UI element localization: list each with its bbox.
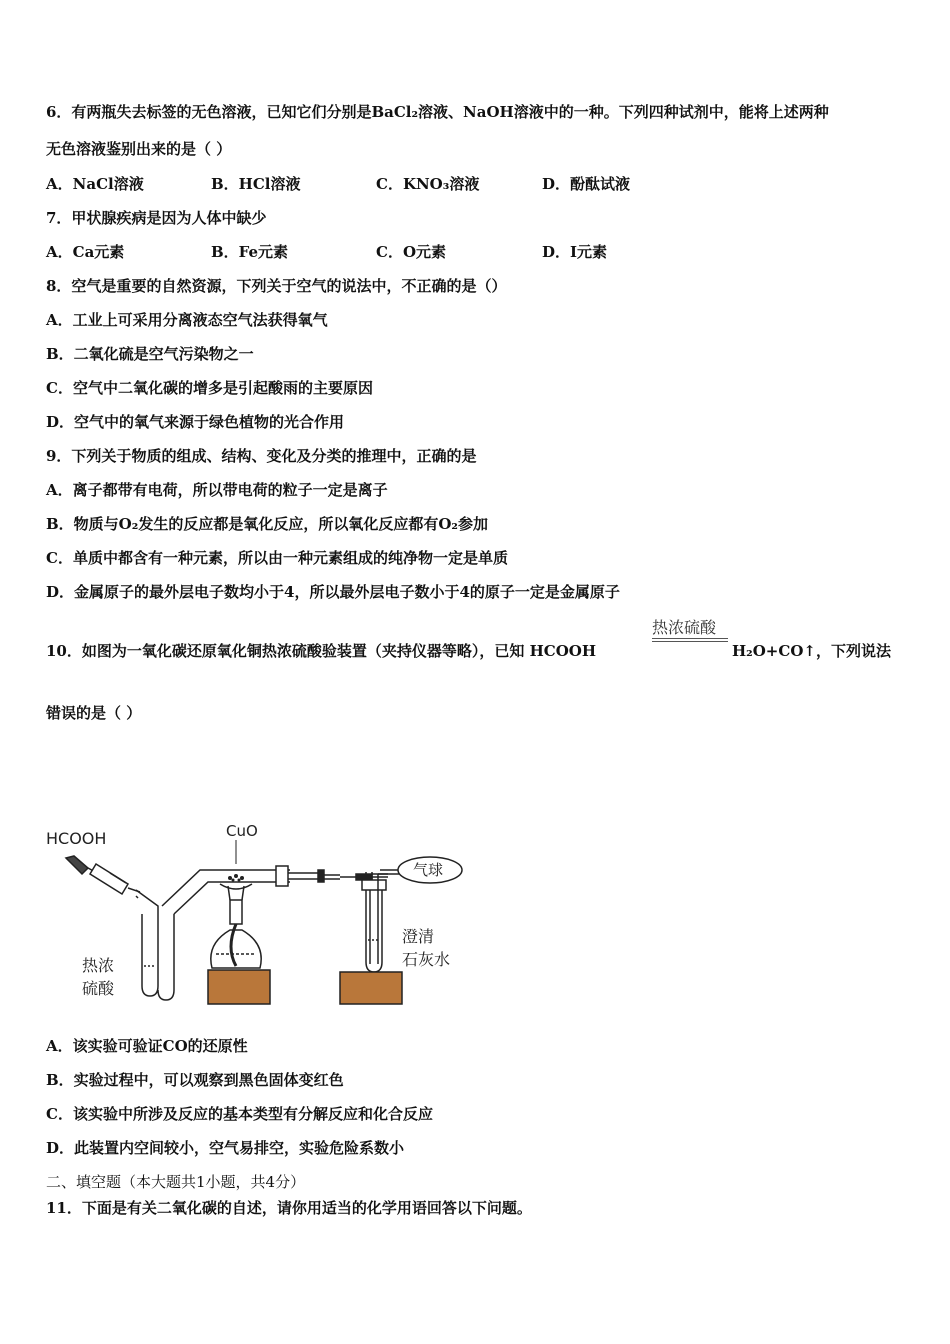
q8-stem: 8．空气是重要的自然资源，下列关于空气的说法中，不正确的是（） (46, 277, 507, 295)
label-hcooh: HCOOH (46, 829, 107, 848)
q8-option-b: B．二氧化硫是空气污染物之一 (46, 345, 254, 363)
q8-option-d: D．空气中的氧气来源于绿色植物的光合作用 (46, 413, 345, 431)
section2-title: 二、填空题（本大题共1小题，共4分） (46, 1173, 306, 1191)
q10-stem-part2: H₂O+CO↑，下列说法 (732, 642, 891, 660)
q9-option-b: B．物质与O₂发生的反应都是氧化反应，所以氧化反应都有O₂参加 (46, 515, 488, 533)
left-wood-block (208, 970, 270, 1004)
q9-option-a: A．离子都带有电荷，所以带电荷的粒子一定是离子 (46, 481, 388, 499)
dropper-icon (66, 856, 140, 894)
q9-stem: 9．下列关于物质的组成、结构、变化及分类的推理中，正确的是 (46, 447, 477, 465)
alcohol-lamp-icon (211, 884, 261, 968)
label-limewater-1: 澄清 (402, 927, 435, 946)
q10-option-d: D．此装置内空间较小，空气易排空，实验危险系数小 (46, 1139, 405, 1157)
q10-option-a: A．该实验可验证CO的还原性 (46, 1037, 248, 1055)
test-tube-icon (362, 872, 400, 972)
q7-option-b: B．Fe元素 (211, 243, 289, 261)
q9-option-c: C．单质中都含有一种元素，所以由一种元素组成的纯净物一定是单质 (46, 549, 508, 567)
q6-option-b: B．HCl溶液 (211, 175, 301, 193)
q7-stem: 7．甲状腺疾病是因为人体中缺少 (46, 209, 267, 227)
label-balloon: 气球 (413, 861, 444, 879)
q10-stem-line2: 错误的是（ ） (46, 704, 142, 722)
q10-option-c: C．该实验中所涉及反应的基本类型有分解反应和化合反应 (46, 1105, 433, 1123)
reaction-tube-icon (276, 866, 340, 886)
q6-stem-line1: 6．有两瓶失去标签的无色溶液，已知它们分别是BaCl₂溶液、NaOH溶液中的一种。下列四种试剂中，能将上述两种 (46, 103, 829, 121)
q6-stem-line2: 无色溶液鉴别出来的是（ ） (46, 140, 232, 158)
q10-stem-part1: 10．如图为一氧化碳还原氧化铜热浓硫酸验装置（夹持仪器等略），已知 HCOOH (46, 642, 597, 660)
q9-option-d: D．金属原子的最外层电子数均小于4，所以最外层电子数小于4的原子一定是金属原子 (46, 583, 620, 601)
q10-apparatus-figure (40, 818, 470, 1018)
q7-option-d: D．I元素 (542, 243, 608, 261)
label-cuo: CuO (226, 822, 258, 840)
cuo-powder-icon (228, 874, 244, 882)
label-hot-acid-2: 硫酸 (82, 979, 115, 998)
q6-option-d: D．酚酞试液 (542, 175, 631, 193)
q6-option-a: A．NaCl溶液 (46, 175, 144, 193)
q8-option-c: C．空气中二氧化碳的增多是引起酸雨的主要原因 (46, 379, 373, 397)
label-limewater-2: 石灰水 (402, 950, 451, 969)
q10-option-b: B．实验过程中，可以观察到黑色固体变红色 (46, 1071, 344, 1089)
label-hot-acid-1: 热浓 (82, 956, 115, 975)
q10-reaction-condition: 热浓硫酸 (652, 618, 717, 637)
q11-stem: 11．下面是有关二氧化碳的自述，请你用适当的化学用语回答以下问题。 (46, 1199, 532, 1217)
q7-option-c: C．O元素 (376, 243, 447, 261)
q6-option-c: C．KNO₃溶液 (376, 175, 480, 193)
q7-option-a: A．Ca元素 (46, 243, 125, 261)
right-wood-block (340, 972, 402, 1004)
q8-option-a: A．工业上可采用分离液态空气法获得氧气 (46, 311, 328, 329)
rubber-connector-icon (340, 874, 388, 880)
q10-reaction-arrow (652, 638, 728, 642)
